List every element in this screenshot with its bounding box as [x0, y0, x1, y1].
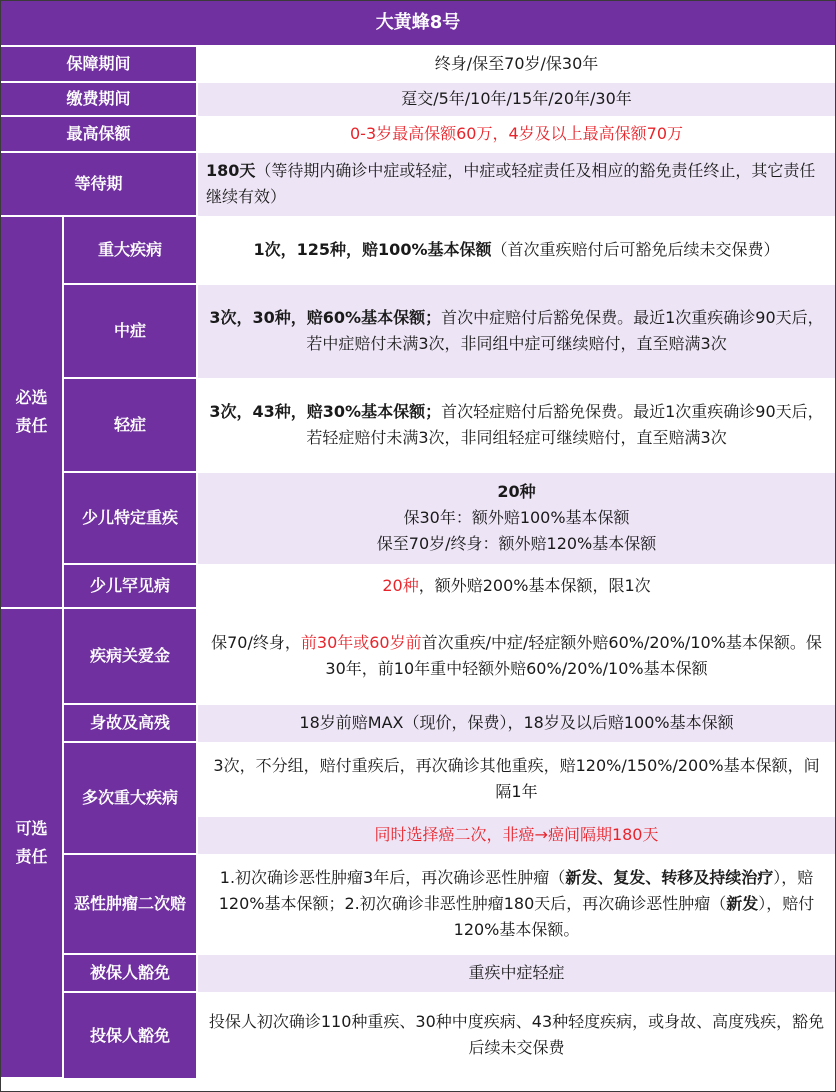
- label-care-fund: 疾病关爱金: [63, 608, 197, 704]
- label-death-disability: 身故及高残: [63, 704, 197, 742]
- group-optional-line1: 可选: [15, 819, 48, 838]
- care-fund-note: 首次重疾/中症/轻症额外赔60%/20%/10%基本保额。保30年，前10年重中轻额外赔60%/20%/10%基本保额: [325, 633, 822, 678]
- care-fund-red: 前30年或60岁前: [300, 633, 422, 652]
- label-child-rare: 少儿罕见病: [63, 564, 197, 608]
- cancer-second-b1: 新发、复发、转移及持续治疗: [565, 868, 774, 887]
- value-moderate-illness: [197, 284, 835, 378]
- mild-bold: 3次，43种，赔30%基本保额；: [209, 402, 442, 421]
- child-rare-count: 20种: [382, 576, 419, 595]
- value-child-specific: [197, 472, 835, 564]
- value-cancer-second: [197, 854, 835, 954]
- value-max-sum: 0-3岁最高保额60万，4岁及以上最高保额70万: [197, 116, 835, 152]
- value-multi-critical-note: 同时选择癌二次，非癌→癌间隔期180天: [197, 816, 835, 854]
- value-care-fund: [197, 608, 835, 704]
- group-required-line1: 必选: [15, 388, 48, 407]
- value-coverage-period: 终身/保至70岁/保30年: [197, 46, 835, 82]
- child-specific-30y: 保30年：额外赔100%基本保额: [403, 508, 630, 527]
- moderate-bold: 3次，30种，赔60%基本保额；: [209, 308, 442, 327]
- value-mild-illness: [197, 378, 835, 472]
- child-specific-70y: 保至70岁/终身：额外赔120%基本保额: [376, 534, 657, 553]
- child-rare-note: ，额外赔200%基本保额，限1次: [418, 576, 651, 595]
- label-holder-waiver: 投保人豁免: [63, 992, 197, 1078]
- value-payment-period: 趸交/5年/10年/15年/20年/30年: [197, 82, 835, 116]
- value-insured-waiver: 重疾中症轻症: [197, 954, 835, 992]
- cancer-second-t1: 1.初次确诊恶性肿瘤3年后，再次确诊恶性肿瘤（: [219, 868, 566, 887]
- cancer-second-t3: ），赔付120%基本保额。: [453, 894, 815, 939]
- waiting-days: 180天: [206, 161, 256, 180]
- label-critical-illness: 重大疾病: [63, 216, 197, 284]
- cancer-second-b2: 新发: [726, 894, 759, 913]
- label-multi-critical: 多次重大疾病: [63, 742, 197, 854]
- child-specific-count: 20种: [497, 482, 536, 501]
- value-death-disability: 18岁前赔MAX（现价，保费），18岁及以后赔100%基本保额: [197, 704, 835, 742]
- group-required: [1, 216, 63, 608]
- group-required-line2: 责任: [15, 416, 48, 435]
- value-holder-waiver: 投保人初次确诊110种重疾、30种中度疾病、43种轻度疾病，或身故、高度残疾，豁免后续未交保费: [197, 992, 835, 1078]
- value-waiting-period: [197, 152, 835, 216]
- care-fund-pre: 保70/终身，: [211, 633, 301, 652]
- waiting-note: （等待期内确诊中症或轻症，中症或轻症责任及相应的豁免责任终止，其它责任继续有效）: [206, 161, 816, 206]
- group-optional-line2: 责任: [15, 847, 48, 866]
- label-insured-waiver: 被保人豁免: [63, 954, 197, 992]
- value-critical-illness: [197, 216, 835, 284]
- critical-bold: 1次，125种，赔100%基本保额: [253, 240, 492, 259]
- value-child-rare: [197, 564, 835, 608]
- insurance-table: [1, 1, 835, 1079]
- cancer-second-t2: ），赔120%基本保额；2.初次确诊非恶性肿瘤180天后，再次确诊恶性肿瘤（: [218, 868, 814, 913]
- label-cancer-second: 恶性肿瘤二次赔: [63, 854, 197, 954]
- mild-note: 首次轻症赔付后豁免保费。最近1次重疾确诊90天后，若轻症赔付未满3次，非同组轻症可继续赔付，直至赔满3次: [306, 402, 824, 447]
- value-multi-critical: 3次，不分组，赔付重疾后，再次确诊其他重疾，赔120%/150%/200%基本保额，间隔1年: [197, 742, 835, 816]
- label-max-sum: 最高保额: [1, 116, 197, 152]
- label-payment-period: 缴费期间: [1, 82, 197, 116]
- critical-note: （首次重疾赔付后可豁免后续未交保费）: [491, 240, 780, 259]
- label-waiting-period: 等待期: [1, 152, 197, 216]
- label-child-specific: 少儿特定重疾: [63, 472, 197, 564]
- group-optional: [1, 608, 63, 1078]
- moderate-note: 首次中症赔付后豁免保费。最近1次重疾确诊90天后，若中症赔付未满3次，非同组中症可继续赔付，直至赔满3次: [306, 308, 824, 353]
- label-moderate-illness: 中症: [63, 284, 197, 378]
- table-title: 大黄蜂8号: [1, 1, 835, 46]
- label-coverage-period: 保障期间: [1, 46, 197, 82]
- label-mild-illness: 轻症: [63, 378, 197, 472]
